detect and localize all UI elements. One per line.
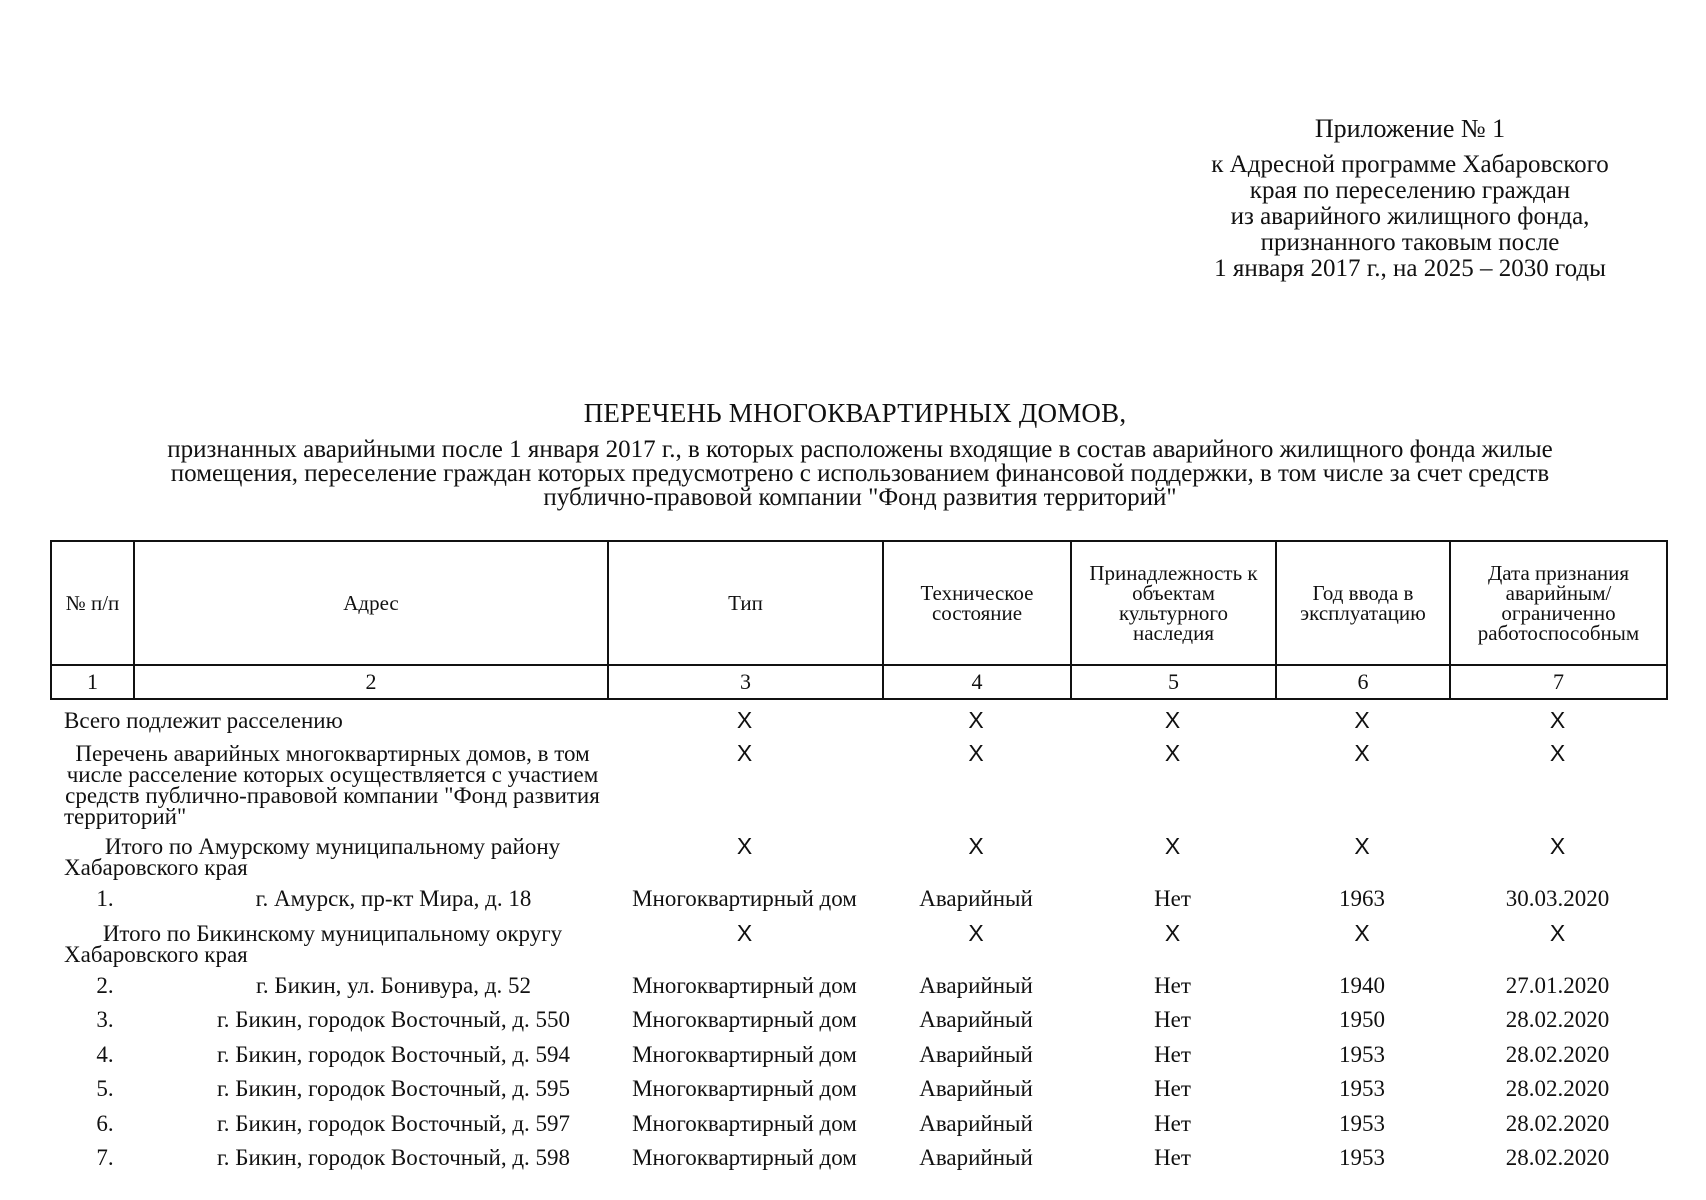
row-address: г. Бикин, городок Восточный, д. 550 <box>216 1007 571 1032</box>
group-row-list <box>50 741 1666 834</box>
cell-x: X <box>736 740 753 766</box>
cell-x: X <box>736 919 753 946</box>
row-heritage: Нет <box>1154 1110 1191 1136</box>
row-type: Многоквартирный дом <box>632 1110 857 1136</box>
row-type: Многоквартирный дом <box>632 886 857 911</box>
cell-x: X <box>968 919 984 946</box>
column-number: 4 <box>883 665 1071 699</box>
document-subtitle <box>60 438 1660 510</box>
column-number: 6 <box>1276 665 1450 699</box>
appendix-line: края по переселению граждан <box>1249 177 1571 204</box>
appendix-block <box>1150 116 1670 282</box>
header-year: Год ввода в эксплуатацию <box>1276 541 1450 665</box>
cell-x: X <box>1354 740 1370 766</box>
column-number: 2 <box>134 665 608 699</box>
cell-x: X <box>968 707 984 733</box>
row-number: 7. <box>96 1145 114 1170</box>
header-number: № п/п <box>51 541 134 665</box>
table-row <box>50 1111 1666 1146</box>
cell-x: X <box>968 740 984 766</box>
row-address: г. Бикин, городок Восточный, д. 597 <box>216 1110 571 1136</box>
column-number: 1 <box>51 665 134 699</box>
group-label: Итого по Бикинскому муниципальному округу Хабаровского края <box>64 920 563 967</box>
row-state: Аварийный <box>919 1007 1033 1032</box>
row-heritage: Нет <box>1154 972 1191 998</box>
row-number: 6. <box>96 1110 114 1136</box>
group-row-amur <box>50 834 1666 886</box>
row-date: 28.02.2020 <box>1505 1076 1610 1101</box>
row-number: 5. <box>96 1076 114 1101</box>
cell-x: X <box>736 707 753 733</box>
column-number: 5 <box>1071 665 1276 699</box>
cell-x: X <box>1164 707 1181 733</box>
row-year: 1940 <box>1339 972 1385 998</box>
row-year: 1963 <box>1339 886 1385 911</box>
row-number: 4. <box>96 1041 114 1067</box>
cell-x: X <box>1549 919 1566 946</box>
table-header <box>50 540 1668 700</box>
subtitle-line: признанных аварийными после 1 января 2017 г., в которых расположены входящие в состав аварийного жилищного фонда жилые <box>167 436 1553 463</box>
row-state: Аварийный <box>919 1110 1033 1136</box>
row-state: Аварийный <box>919 972 1033 998</box>
header-row <box>51 541 1667 665</box>
group-label: Итого по Амурскому муниципальному району Хабаровского края <box>64 834 561 880</box>
cell-x: X <box>1164 833 1181 859</box>
header-state: Техническое состояние <box>883 541 1071 665</box>
row-state: Аварийный <box>919 1076 1033 1101</box>
row-year: 1953 <box>1339 1041 1385 1067</box>
row-date: 28.02.2020 <box>1505 1007 1610 1032</box>
cell-x: X <box>1549 707 1566 733</box>
cell-x: X <box>1549 740 1566 766</box>
row-year: 1953 <box>1339 1145 1385 1170</box>
column-number: 3 <box>608 665 883 699</box>
row-number: 2. <box>96 972 114 998</box>
table-row <box>50 1076 1666 1111</box>
column-number-row <box>51 665 1667 699</box>
row-year: 1953 <box>1339 1076 1385 1101</box>
header-type: Тип <box>608 541 883 665</box>
row-state: Аварийный <box>919 1145 1033 1170</box>
row-type: Многоквартирный дом <box>632 1076 857 1101</box>
row-type: Многоквартирный дом <box>632 972 857 998</box>
row-date: 28.02.2020 <box>1505 1110 1610 1136</box>
cell-x: X <box>1354 707 1370 733</box>
group-label: Всего подлежит расселению <box>64 708 343 733</box>
table-row <box>50 973 1666 1008</box>
table-row <box>50 1042 1666 1077</box>
table-row <box>50 1007 1666 1042</box>
row-address: г. Бикин, городок Восточный, д. 598 <box>216 1145 571 1170</box>
row-address: г. Бикин, городок Восточный, д. 595 <box>216 1076 571 1101</box>
row-type: Многоквартирный дом <box>632 1145 857 1170</box>
row-date: 27.01.2020 <box>1505 972 1610 998</box>
group-row-bikin <box>50 921 1666 973</box>
row-date: 28.02.2020 <box>1505 1145 1610 1170</box>
subtitle-line: публично-правовой компании "Фонд развития территорий" <box>543 484 1177 511</box>
row-state: Аварийный <box>919 886 1033 911</box>
subtitle-line: помещения, переселение граждан которых предусмотрено с использованием финансовой поддержки, в том числе за счет средств <box>170 460 1550 487</box>
appendix-line: признанного таковым после <box>1260 229 1560 256</box>
document-title: ПЕРЕЧЕНЬ МНОГОКВАРТИРНЫХ ДОМОВ, <box>583 398 1127 428</box>
group-row-total <box>50 708 1666 741</box>
appendix-line: к Адресной программе Хабаровского <box>1211 151 1609 178</box>
cell-x: X <box>1164 919 1181 946</box>
row-heritage: Нет <box>1154 1007 1191 1032</box>
appendix-number: Приложение № 1 <box>1314 114 1506 143</box>
column-number: 7 <box>1450 665 1667 699</box>
row-heritage: Нет <box>1154 1041 1191 1067</box>
table-row <box>50 1145 1666 1180</box>
row-date: 30.03.2020 <box>1505 886 1610 911</box>
cell-x: X <box>1354 919 1370 946</box>
row-date: 28.02.2020 <box>1505 1041 1610 1067</box>
header-date: Дата признания аварийным/ ограниченно работоспособным <box>1450 541 1667 665</box>
cell-x: X <box>1354 833 1370 859</box>
row-heritage: Нет <box>1154 1145 1191 1170</box>
row-address: г. Бикин, городок Восточный, д. 594 <box>216 1041 571 1067</box>
table-body <box>50 708 1666 1180</box>
cell-x: X <box>736 833 753 859</box>
row-type: Многоквартирный дом <box>632 1007 857 1032</box>
row-year: 1950 <box>1339 1007 1385 1032</box>
header-address: Адрес <box>134 541 608 665</box>
cell-x: X <box>1164 740 1181 766</box>
appendix-line: из аварийного жилищного фонда, <box>1230 203 1590 230</box>
row-type: Многоквартирный дом <box>632 1041 857 1067</box>
row-heritage: Нет <box>1154 886 1191 911</box>
row-number: 3. <box>96 1007 114 1032</box>
appendix-line: 1 января 2017 г., на 2025 – 2030 годы <box>1214 255 1606 282</box>
row-year: 1953 <box>1339 1110 1385 1136</box>
row-address: г. Бикин, ул. Бонивура, д. 52 <box>256 972 531 998</box>
cell-x: X <box>1549 833 1566 859</box>
row-state: Аварийный <box>919 1041 1033 1067</box>
group-label: Перечень аварийных многоквартирных домов, в том числе расселение которых осуществляется с участием средств публично-правовой компании "Фонд развития территорий" <box>64 741 600 829</box>
header-heritage: Принадлежность к объектам культурного наследия <box>1071 541 1276 665</box>
table-row <box>50 886 1666 921</box>
row-heritage: Нет <box>1154 1076 1191 1101</box>
row-number: 1. <box>96 886 114 911</box>
cell-x: X <box>968 833 984 859</box>
row-address: г. Амурск, пр-кт Мира, д. 18 <box>255 886 532 911</box>
